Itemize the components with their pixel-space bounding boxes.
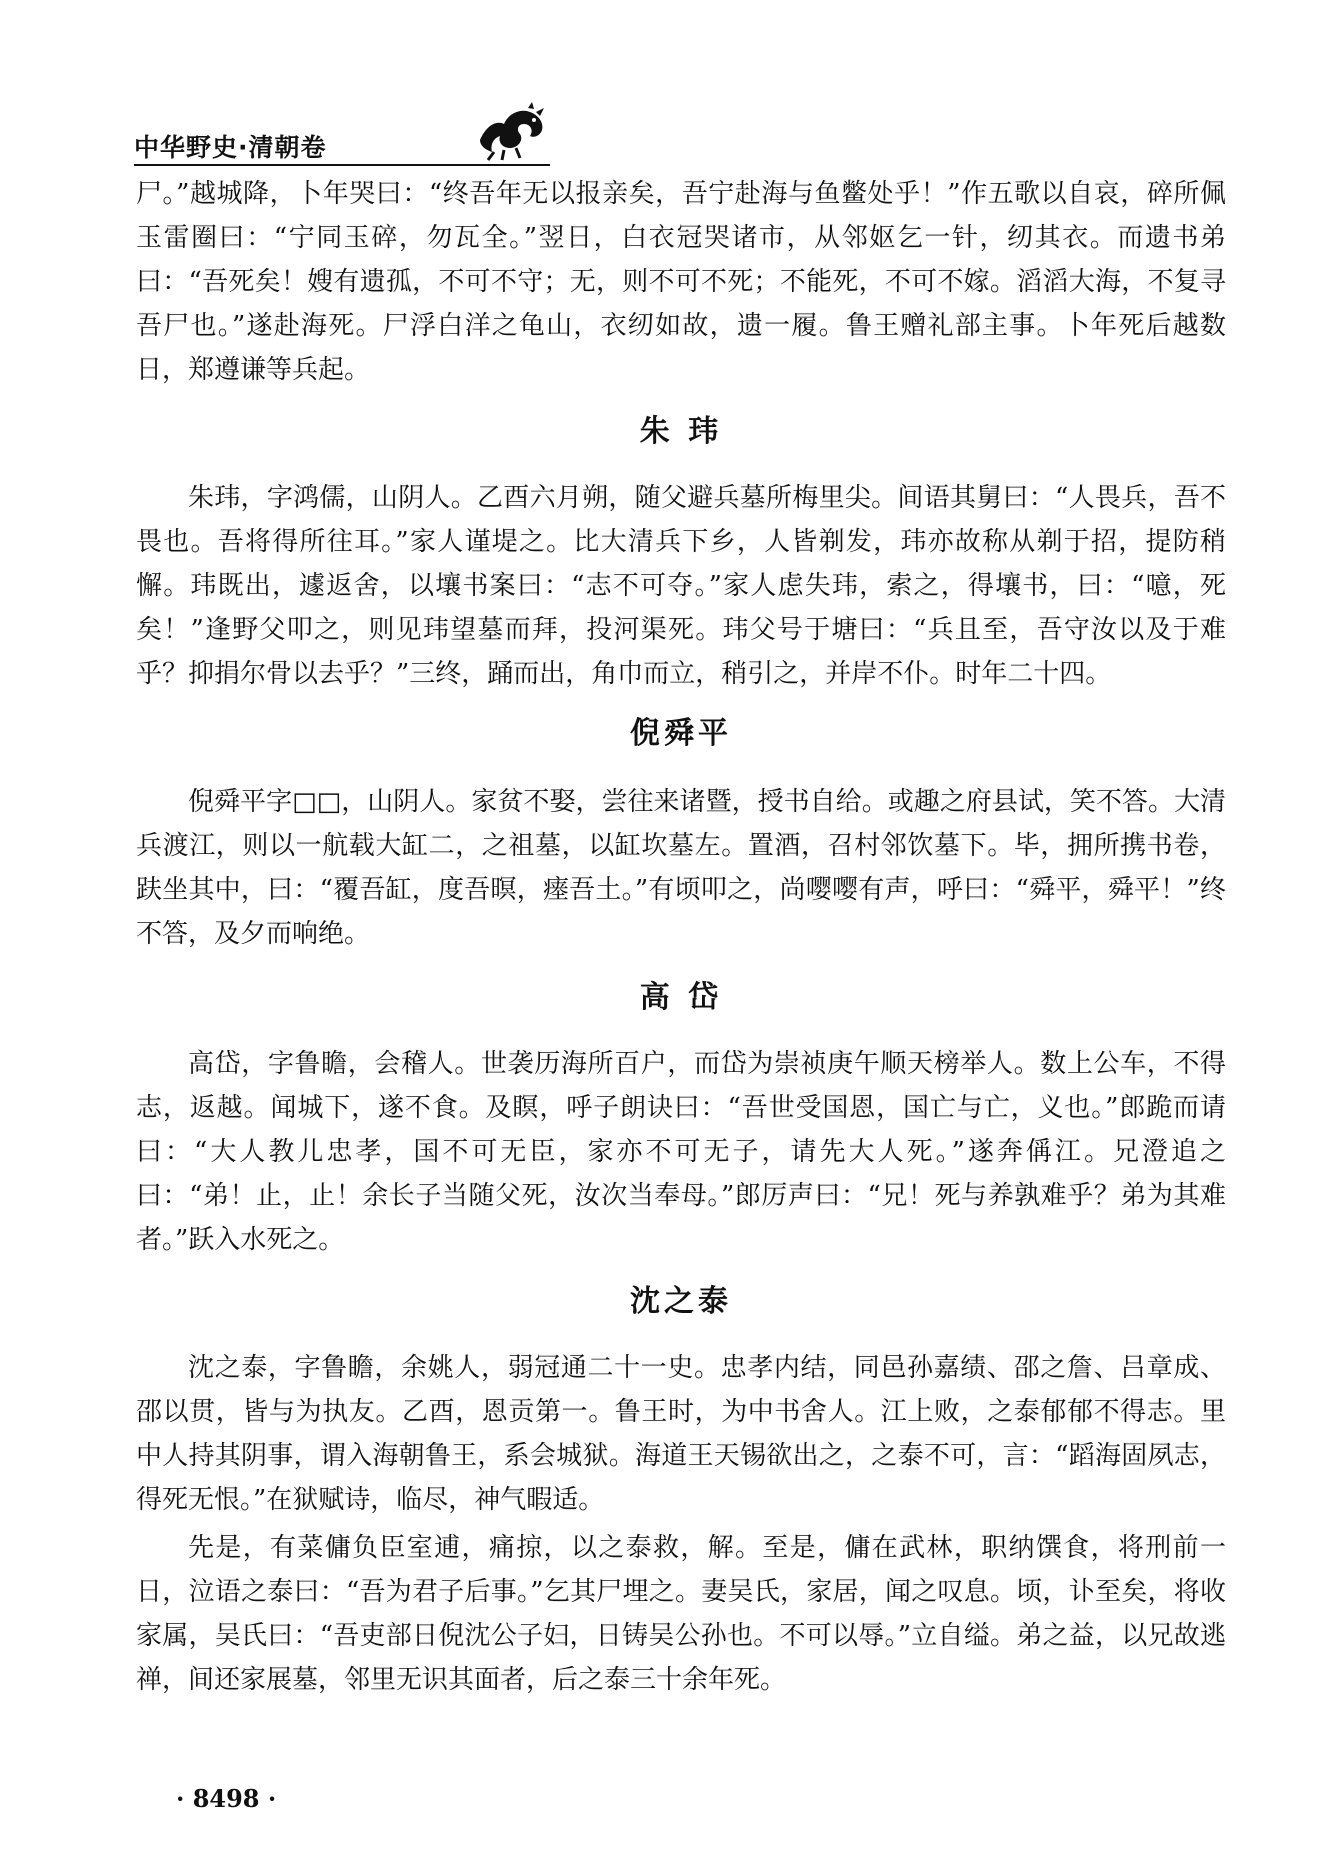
section-paragraph: 倪舜平字□□，山阴人。家贫不娶，尝往来诸暨，授书自给。或趣之府县试，笑不答。大清兵渡江，则以一航载大缸二，之祖墓，以缸坎墓左。置酒，召村邻饮墓下。毕，拥所携书卷，趺坐其中，曰：“覆吾缸，度吾暝，瘗吾土。”有顷叩之，尚嘤嘤有声，呼曰：“舜平，舜平！”终不答，及夕而响绝。	[136, 787, 1226, 949]
intro-paragraph: 尸。”越城降，卜年哭曰：“终吾年无以报亲矣，吾宁赴海与鱼鳖处乎！”作五歌以自哀，碎所佩玉雷圈曰：“宁同玉碎，勿瓦全。”翌日，白衣冠哭诸市，从邻妪乞一针，纫其衣。而遗书弟曰：“吾死矣！嫂有遗孤，不可不守；无，则不可不死；不能死，不可不嫁。滔滔大海，不复寻吾尸也。”遂赴海死。尸浮白洋之龟山，衣纫如故，遗一履。鲁王赠礼部主事。卜年死后越数日，郑遵谦等兵起。	[136, 179, 1226, 385]
dragon-icon	[474, 100, 550, 162]
section-paragraph: 先是，有菜傭负臣室逋，痛掠，以之泰救，解。至是，傭在武林，职纳馔食，将刑前一日，泣语之泰曰：“吾为君子后事。”乞其尸埋之。妻吴氏，家居，闻之叹息。顷，讣至矣，将收家属，吴氏曰：“吾吏部日倪沈公子妇，日铸吴公孙也。不可以辱。”立自缢。弟之益，以兄故逃禅，间还家展墓，邻里无识其面者，后之泰三十余年死。	[136, 1533, 1226, 1695]
section-paragraph: 高岱，字鲁瞻，会稽人。世袭历海所百户，而岱为崇祯庚午顺天榜举人。数上公车，不得志，返越。闻城下，遂不食。及瞑，呼子朗诀曰：“吾世受国恩，国亡与亡，义也。”郎跪而请曰：“大人教儿忠孝，国不可无臣，家亦不可无子，请先大人死。”遂奔偁江。兄澄追之曰：“弟！止，止！余长子当随父死，汝次当奉母。”郎厉声曰：“兄！死与养孰难乎？弟为其难者。”跃入水死之。	[136, 1049, 1226, 1255]
header-rule	[134, 164, 550, 166]
section-title-zhu-wei: 朱 玮	[639, 414, 723, 449]
page-number: · 8498 ·	[176, 1784, 277, 1813]
page-content	[136, 172, 1226, 1702]
section-title-ni-shunping: 倪舜平	[630, 716, 732, 751]
running-header	[134, 100, 550, 166]
section-paragraph: 沈之泰，字鲁瞻，余姚人，弱冠通二十一史。忠孝内结，同邑孙嘉绩、邵之詹、吕章成、邵以贯，皆与为执友。乙酉，恩贡第一。鲁王时，为中书舍人。江上败，之泰郁郁不得志。里中人持其阴事，谓入海朝鲁王，系会城狱。海道王天锡欲出之，之泰不可，言：“蹈海固夙志，得死无恨。”在狱赋诗，临尽，神气暇适。	[136, 1353, 1226, 1515]
section-title-gao-dai: 高 岱	[639, 980, 723, 1015]
section-paragraph: 朱玮，字鸿儒，山阴人。乙酉六月朔，随父避兵墓所梅里尖。间语其舅曰：“人畏兵，吾不畏也。吾将得所往耳。”家人谨堤之。比大清兵下乡，人皆剃发，玮亦故称从剃于招，提防稍懈。玮既出，遽返舍，以壤书案曰：“志不可夺。”家人虑失玮，索之，得壤书，曰：“噫，死矣！”逢野父叩之，则见玮望墓而拜，投河渠死。玮父号于塘曰：“兵且至，吾守汝以及于难乎？抑捐尔骨以去乎？”三终，踊而出，角巾而立，稍引之，并岸不仆。时年二十四。	[136, 483, 1226, 689]
section-title-shen-zhitai: 沈之泰	[630, 1284, 732, 1319]
book-title: 中华野史·清朝卷	[134, 133, 327, 162]
